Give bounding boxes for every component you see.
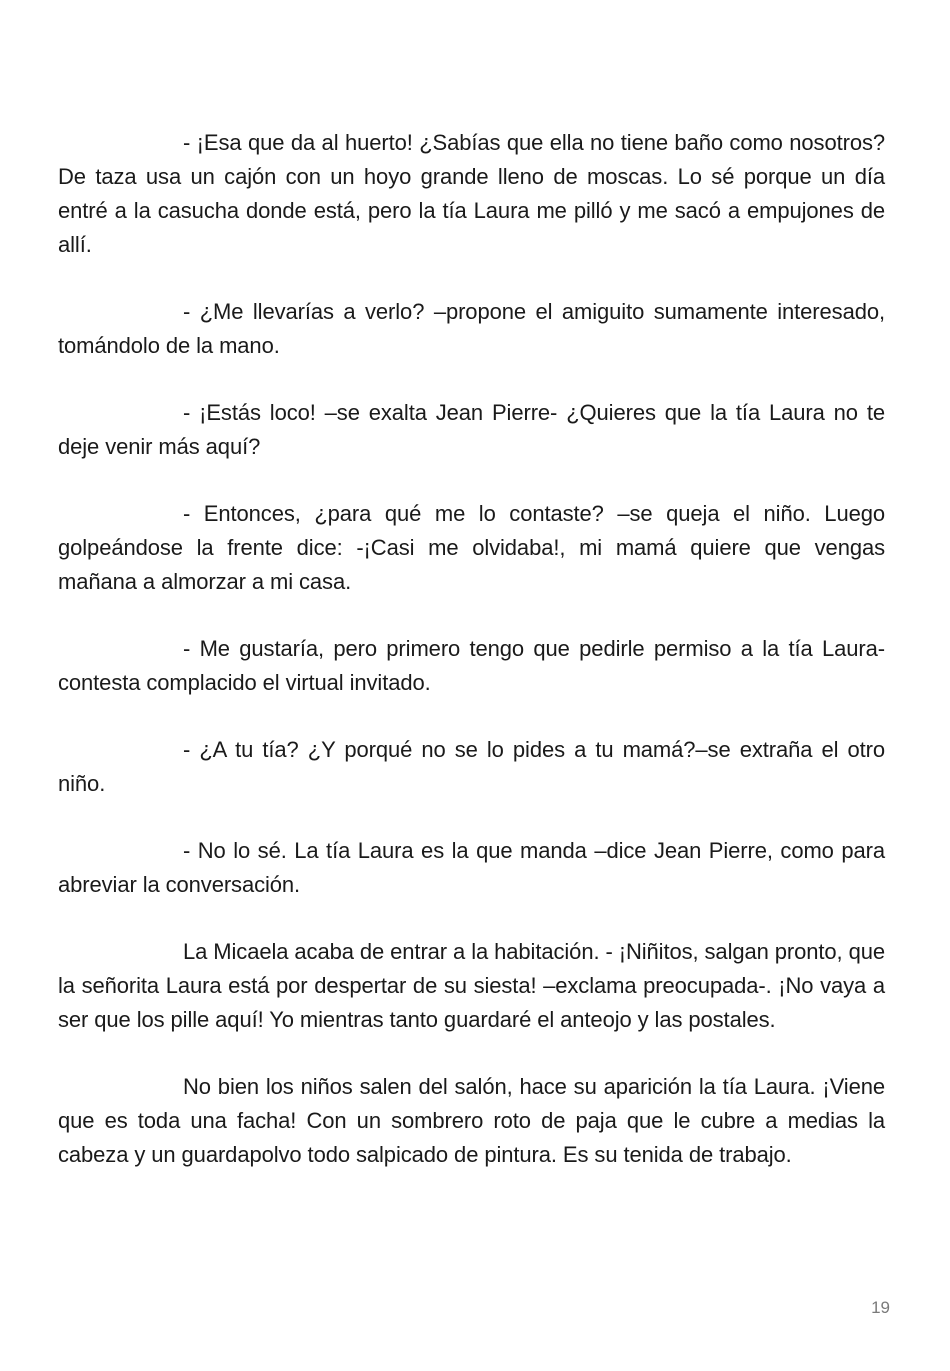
page-body bbox=[58, 126, 885, 1205]
paragraph-8: La Micaela acaba de entrar a la habitación. - ¡Niñitos, salgan pronto, que la señorita Laura está por despertar de su siesta! –exclama preocupada-. ¡No vaya a ser que los pille aquí! Yo mientras tanto guardaré el anteojo y las postales. bbox=[58, 939, 885, 1032]
paragraph-4: - Entonces, ¿para qué me lo contaste? –se queja el niño. Luego golpeándose la frente dice: -¡Casi me olvidaba!, mi mamá quiere que vengas mañana a almorzar a mi casa. bbox=[58, 501, 885, 594]
paragraph-6: - ¿A tu tía? ¿Y porqué no se lo pides a tu mamá?–se extraña el otro niño. bbox=[58, 737, 885, 796]
paragraph-1: - ¡Esa que da al huerto! ¿Sabías que ella no tiene baño como nosotros? De taza usa un cajón con un hoyo grande lleno de moscas. Lo sé porque un día entré a la casucha donde está, pero la tía Laura me pilló y me sacó a empujones de allí. bbox=[58, 130, 885, 257]
paragraph-3: - ¡Estás loco! –se exalta Jean Pierre- ¿Quieres que la tía Laura no te deje venir más aquí? bbox=[58, 400, 885, 459]
paragraph-2: - ¿Me llevarías a verlo? –propone el amiguito sumamente interesado, tomándolo de la mano. bbox=[58, 299, 885, 358]
paragraph-5: - Me gustaría, pero primero tengo que pedirle permiso a la tía Laura- contesta complacido el virtual invitado. bbox=[58, 636, 885, 695]
paragraph-9: No bien los niños salen del salón, hace su aparición la tía Laura. ¡Viene que es toda una facha! Con un sombrero roto de paja que le cubre a medias la cabeza y un guardapolvo todo salpicado de pintura. Es su tenida de trabajo. bbox=[58, 1074, 885, 1167]
page-number: 19 bbox=[871, 1298, 890, 1317]
paragraph-7: - No lo sé. La tía Laura es la que manda –dice Jean Pierre, como para abreviar la conversación. bbox=[58, 838, 885, 897]
